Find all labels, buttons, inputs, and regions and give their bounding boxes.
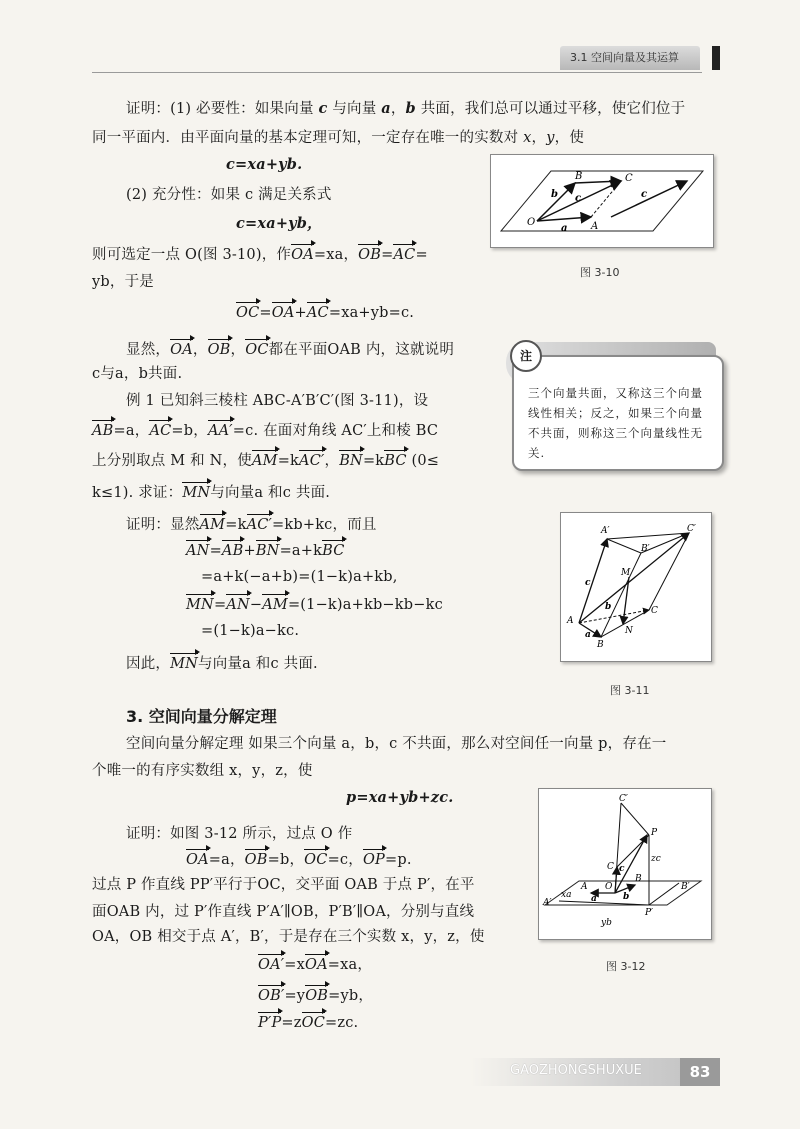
label-xa: xa <box>561 890 572 900</box>
equation: OC=OA+AC=xa+yb=c. <box>236 305 415 321</box>
label-Bp: B′ <box>681 882 690 892</box>
footer-brand: GAOZHONGSHUXUE <box>510 1063 642 1078</box>
label-a: a <box>585 630 591 640</box>
figure-3-10 <box>490 154 714 248</box>
figure-caption: 图 3-11 <box>610 684 650 697</box>
label-A: A <box>591 221 599 232</box>
label-zc: zc <box>651 854 661 864</box>
theorem-text: 空间向量分解定理 如果三个向量 a，b，c 不共面，那么对空间任一向量 p，存在一 <box>126 736 667 752</box>
label-b: b <box>605 602 612 612</box>
label-a: a <box>591 894 597 904</box>
equation: =(1−k)a−kc. <box>201 623 300 639</box>
label-b: b <box>551 189 558 200</box>
label-C: C <box>607 862 614 872</box>
equation: c=xa+yb， <box>236 215 322 232</box>
label-b: b <box>623 892 630 902</box>
text-line: 因此，MN与向量a 和c 共面. <box>126 656 318 672</box>
label-c: c <box>619 864 625 874</box>
equation: c=xa+yb. <box>226 156 303 173</box>
equation: AN=AB+BN=a+kBC <box>186 543 345 559</box>
header-rule <box>92 72 702 73</box>
equation: =a+k(−a+b)=(1−k)a+kb, <box>201 569 398 585</box>
example-title: 例 1 已知斜三棱柱 ABC-A′B′C′(图 3-11)，设 <box>126 393 429 409</box>
text-line: 证明：(1) 必要性：如果向量 c 与向量 a，b 共面，我们总可以通过平移，使它们位于 <box>126 100 686 117</box>
text-line: 同一平面内．由平面向量的基本定理可知，一定存在唯一的实数对 x，y，使 <box>92 130 585 146</box>
text-line: 显然，OA，OB，OC都在平面OAB 内，这就说明 <box>126 342 455 358</box>
equation: OA′=xOA=xa， <box>258 957 373 973</box>
text-line: 证明：如图 3-12 所示，过点 O 作 <box>126 826 353 842</box>
note-badge: 注 <box>510 340 542 372</box>
text-line: c与a，b共面. <box>92 366 183 382</box>
text-line: 面OAB 内，过 P′作直线 P′A′∥OB，P′B′∥OA，分别与直线 <box>92 904 475 920</box>
label-N: N <box>625 626 633 636</box>
equation: P′P=zOC=zc. <box>258 1015 359 1031</box>
text-line: (2) 充分性：如果 c 满足关系式 <box>126 187 332 203</box>
figure-caption: 图 3-12 <box>606 960 646 973</box>
label-Cp: C′ <box>687 524 696 534</box>
label-c2: c <box>641 189 648 200</box>
figure-caption: 图 3-10 <box>580 266 620 279</box>
section-title: 3. 空间向量分解定理 <box>126 707 277 726</box>
label-Ap: A′ <box>543 898 552 908</box>
label-Cp: C′ <box>619 794 628 804</box>
label-C: C <box>625 173 633 184</box>
text-line: 上分别取点 M 和 N，使AM=kAC′，BN=kBC (0≤ <box>92 453 440 469</box>
label-a: a <box>561 223 568 234</box>
equation: MN=AN−AM=(1−k)a+kb−kb−kc <box>186 597 443 613</box>
text-line: 证明：显然AM=kAC′=kb+kc，而且 <box>126 517 377 533</box>
label-B: B <box>597 640 604 650</box>
figure-3-12 <box>538 788 712 940</box>
label-A: A <box>567 616 574 626</box>
equation: OB′=yOB=yb， <box>258 988 374 1004</box>
equation: p=xa+yb+zc. <box>346 789 454 806</box>
label-yb: yb <box>601 918 612 928</box>
text-line: k≤1). 求证：MN与向量a 和c 共面. <box>92 485 331 501</box>
text-line: AB=a，AC=b，AA′=c. 在面对角线 AC′上和棱 BC <box>92 423 439 439</box>
label-C: C <box>651 606 658 616</box>
label-B: B <box>635 874 642 884</box>
label-M: M <box>621 568 631 578</box>
section-header-tab: 3.1 空间向量及其运算 <box>560 46 700 70</box>
label-c: c <box>575 193 582 204</box>
label-Ap: A′ <box>601 526 610 536</box>
note-text: 三个向量共面，又称这三个向量线性相关；反之，如果三个向量不共面，则称这三个向量线性无关. <box>528 386 703 460</box>
theorem-text: 个唯一的有序实数组 x，y，z，使 <box>92 763 313 779</box>
label-B: B <box>575 171 583 182</box>
label-O: O <box>605 882 613 892</box>
label-P: P <box>651 828 658 838</box>
label-Pp: P′ <box>645 908 654 918</box>
equation: OA=a，OB=b，OC=c，OP=p. <box>186 852 412 868</box>
label-Bp: B′ <box>641 544 650 554</box>
header-marker <box>712 46 720 70</box>
figure-3-11 <box>560 512 712 662</box>
text-line: OA，OB 相交于点 A′，B′，于是存在三个实数 x，y，z，使 <box>92 929 485 945</box>
label-O: O <box>527 217 536 228</box>
label-c: c <box>585 578 591 588</box>
text-line: 则可选定一点 O(图 3-10)，作OA=xa，OB=AC= <box>92 247 428 263</box>
text-line: 过点 P 作直线 PP′平行于OC，交平面 OAB 于点 P′，在平 <box>92 877 475 893</box>
label-A: A <box>581 882 588 892</box>
text-line: yb，于是 <box>92 274 154 290</box>
page-number: 83 <box>680 1058 720 1086</box>
